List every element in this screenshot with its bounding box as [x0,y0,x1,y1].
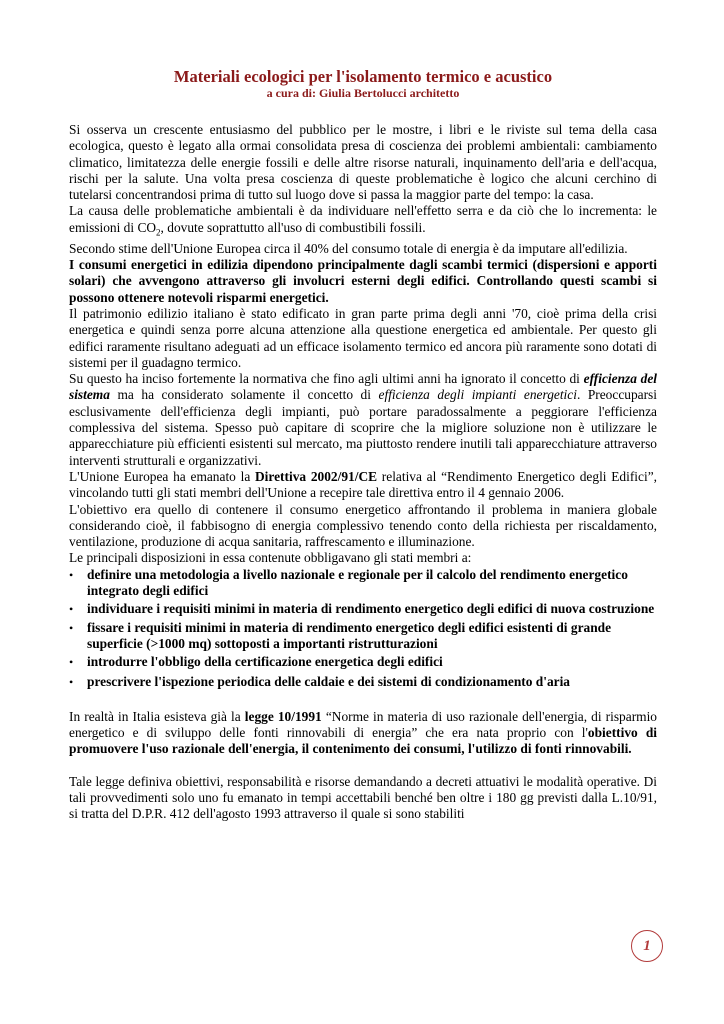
paragraph-7-text: L'Unione Europea ha emanato la [69,468,256,484]
emphasis-efficienza-impianti: efficienza degli impianti energetici [378,387,577,403]
paragraph-7-text-2: relativa al “Rendimento Energetico degli Edifici”, vincolando tutti gli stati membri dell'Unione a recepire tale direttiva entro il 4 gennaio 2006. [69,468,657,501]
directive-bullet-list [69,567,657,691]
paragraph-6-text-2: ma ha considerato solamente il concetto di [109,387,379,403]
spacer [69,693,657,709]
paragraph-5: Il patrimonio edilizio italiano è stato edificato in gran parte prima degli anni '70, cioè prima della crisi energetica e quindi senza porre alcuna attenzione alla questione energetica ed ambientale. Per questo gli edifici raramente risultano adeguati ad un efficace isolamento termico ed ancora più raramente sono dotati di sistemi per il guadagno termico. [69,305,657,370]
paragraph-4-bold: I consumi energetici in edilizia dipendono principalmente dagli scambi termici (dispersioni e apporti solari) che avvengono attraverso gli involucri esterni degli edifici. Controllando questi scambi si possono ottenere notevoli risparmi energetici. [69,257,657,305]
list-item: • prescrivere l'ispezione periodica delle caldaie e dei sistemi di condizionamento d'aria [69,674,657,690]
emphasis-efficienza-sistema: efficienza del sistema [69,371,658,403]
document-body [69,122,657,823]
paragraph-3: Secondo stime dell'Unione Europea circa il 40% del consumo totale di energia è da imputare all'edilizia. [69,240,628,256]
directive-reference: Direttiva 2002/91/CE [255,468,378,484]
paragraph-6-text-3: . Preoccuparsi esclusivamente dell'efficienza degli impianti, può portare paradossalmente a peggiorare l'efficienza complessiva del sistema. Spesso può capitare di scoprire che la migliore soluzione non è utilizzare le apparecchiature più efficienti esistenti sul mercato, ma piuttosto rendere inutili tali apparecchiature attraverso interventi strutturali e organizzativi. [69,387,657,468]
document-subtitle: a cura di: Giulia Bertolucci architetto [266,86,460,100]
list-item: • fissare i requisiti minimi in materia di rendimento energetico degli edifici esistenti di grande superficie (>1000 mq) sottoposti a importanti ristrutturazioni [69,620,657,653]
paragraph-2-text: La causa delle problematiche ambientali è da individuare nell'effetto serra e da ciò che lo incrementa: le emissioni di CO [69,203,657,235]
paragraph-10-text: In realtà in Italia esisteva già la [69,708,245,724]
paragraph-7 [69,469,657,502]
paragraph-10 [69,709,657,758]
list-item: • definire una metodologia a livello nazionale e regionale per il calcolo del rendimento energetico integrato degli edifici [69,567,657,600]
co2-subscript: 2 [156,227,161,238]
paragraph-2-text-end: , dovute soprattutto all'uso di combustibili fossili. [160,219,426,235]
paragraph-10-bold: obiettivo di promuovere l'uso razionale dell'energia, il contenimento dei consumi, l'utilizzo di fonti rinnovabili. [69,725,657,757]
list-item: • introdurre l'obbligo della certificazione energetica degli edifici [69,654,657,670]
document-title: Materiali ecologici per l'isolamento termico e acustico [173,67,553,86]
paragraph-6-text: Su questo ha inciso fortemente la normativa che fino agli ultimi anni ha ignorato il concetto di [69,371,584,387]
page-number-badge: 1 [631,930,663,962]
spacer [69,758,657,774]
document-page [69,68,657,823]
paragraph-6 [69,371,657,469]
list-item: • individuare i requisiti minimi in materia di rendimento energetico degli edifici di nuova costruzione [69,601,657,617]
paragraph-1: Si osserva un crescente entusiasmo del pubblico per le mostre, i libri e le riviste sul tema della casa ecologica, questo è legato alla ormai consolidata presa di coscienza dei problemi ambientali: cambiamento climatico, limitatezza delle energie fossili e delle altre risorse naturali, inquinamento dell'aria e dell'acqua, rischi per la salute. Una volta presa coscienza di queste problematiche è logico che alcuni cerchino di tutelarsi concentrandosi prima di tutto sul luogo dove si passa la maggior parte del tempo: la casa. [69,122,657,203]
law-reference: legge 10/1991 [244,708,322,724]
paragraph-10-text-2: “Norme in materia di uso razionale dell'energia, di risparmio energetico e di sviluppo delle fonti rinnovabili di energia” che era nata proprio con l' [69,708,657,741]
paragraph-9: Le principali disposizioni in essa contenute obbligavano gli stati membri a: [69,550,472,566]
paragraph-11: Tale legge definiva obiettivi, responsabilità e risorse demandando a decreti attuativi le modalità operative. Di tali provvedimenti solo uno fu emanato in tempi accettabili benché ben oltre i 180 gg previsti dalla L.10/91, si tratta del D.P.R. 412 dell'agosto 1993 attraverso il quale si sono stabiliti [69,773,657,822]
paragraph-8: L'obiettivo era quello di contenere il consumo energetico affrontando il problema in maniera globale considerando cioè, il fabbisogno di energia complessivo tenendo conto della richiesta per riscaldamento, ventilazione, produzione di acqua sanitaria, raffrescamento e illuminazione. [69,501,657,550]
paragraph-2 [69,203,657,240]
